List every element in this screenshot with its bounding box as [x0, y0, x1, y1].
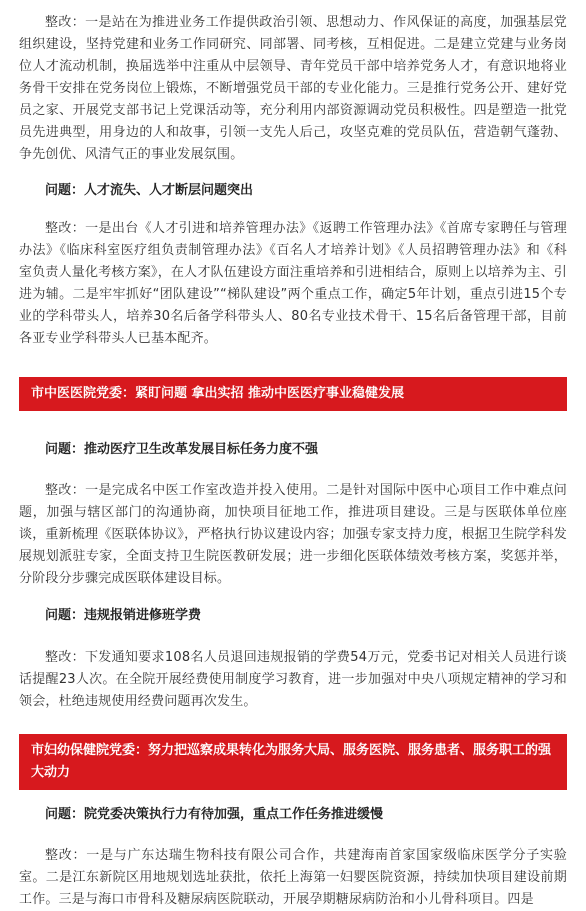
problem-heading-tuition-reimbursement: 问题：违规报销进修班学费 [45, 608, 202, 623]
rectification-paragraph-talent: 整改：一是出台《人才引进和培养管理办法》《返聘工作管理办法》《首席专家聘任与管理办法》《临床科室医疗组负责制管理办法》《百名人才培养计划》《人员招聘管理办法》和《科室负责人量化考核方案》，在人才队伍建设方面注重培养和引进相结合，原则上以培养为主、引进为辅。二是牢牢抓好“团队建设”“梯队建设”两个重点工作，确定5年计划，重点引进15个专业的学科带头人，培养30名后备学科带头人、80名专业技术骨干、15名后备管理干部，目前各亚专业学科带头人已基本配齐。 [19, 221, 567, 346]
problem-heading-medical-reform: 问题：推动医疗卫生改革发展目标任务力度不强 [45, 442, 319, 457]
problem-heading-decision-execution: 问题：院党委决策执行力有待加强，重点工作任务推进缓慢 [45, 807, 384, 822]
problem-heading-talent-loss: 问题：人才流失、人才断层问题突出 [45, 183, 254, 198]
rectification-paragraph-tuition: 整改：下发通知要求108名人员退回违规报销的学费54万元，党委书记对相关人员进行谈话提醒23人次。在全院开展经费使用制度学习教育，进一步加强对中央八项规定精神的学习和领会，杜绝违规使用经费问题再次发生。 [19, 650, 567, 709]
rectification-paragraph-party-building: 整改：一是站在为推进业务工作提供政治引领、思想动力、作风保证的高度，加强基层党组织建设，坚持党建和业务工作同研究、同部署、同考核，互相促进。二是建立党建与业务岗位人才流动机制，换届选举中注重从中层领导、青年党员干部中培养党务人才，有意识地将业务骨干安排在党务岗位上锻炼，不断增强党员干部的专业化能力。三是推行党务公开、建好党员之家、开展党支部书记上党课活动等，充分利用内部资源调动党员积极性。四是塑造一批党员先进典型，用身边的人和故事，引领一支先人后己，攻坚克难的党员队伍，营造朝气蓬勃、争先创优、风清气正的事业发展氛围。 [19, 15, 567, 162]
rectification-paragraph-key-projects: 整改：一是与广东达瑞生物科技有限公司合作，共建海南首家国家级临床医学分子实验室。二是江东新院区用地规划选址获批，依托上海第一妇婴医院资源，持续加快项目建设前期工作。三是与海口市骨科及糖尿病医院联动，开展孕期糖尿病防治和小儿骨科项目。四是 [19, 848, 567, 907]
rectification-paragraph-medical-reform: 整改：一是完成名中医工作室改造并投入使用。二是针对国际中医中心项目工作中难点问题，加强与辖区部门的沟通协商，加快项目征地工作，推进项目建设。三是与医联体单位座谈，重新梳理《医联体协议》，严格执行协议建设内容；加强专家支持力度，根据卫生院学科发展规划派驻专家，全面支持卫生院医教研发展；进一步细化医联体绩效考核方案，奖惩并举，分阶段分步骤完成医联体建设目标。 [19, 483, 567, 586]
section-banner-maternal-child-hospital: 市妇幼保健院党委：努力把巡察成果转化为服务大局、服务医院、服务患者、服务职工的强大动力 [19, 734, 567, 790]
section-banner-tcm-hospital: 市中医医院党委：紧盯问题 拿出实招 推动中医医疗事业稳健发展 [19, 377, 567, 411]
